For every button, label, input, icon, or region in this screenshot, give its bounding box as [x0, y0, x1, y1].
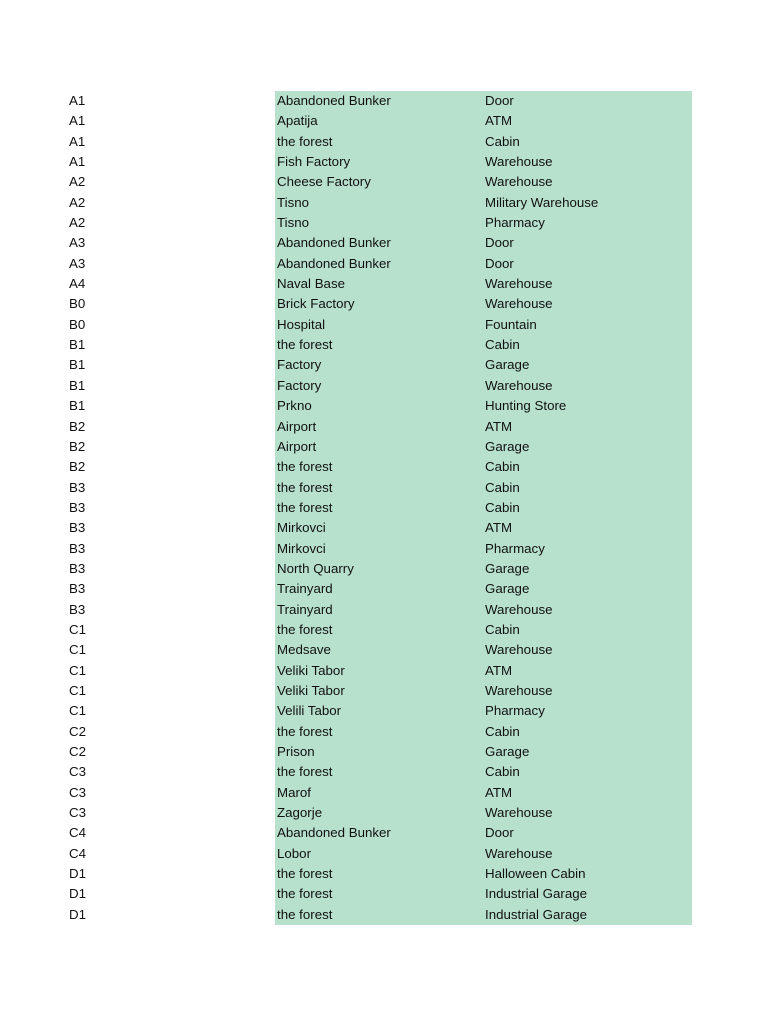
grid-cell[interactable]: C1 [69, 703, 86, 719]
location-cell[interactable]: Mirkovci [277, 540, 326, 556]
building-cell[interactable]: Cabin [485, 499, 520, 515]
building-cell[interactable]: Cabin [485, 133, 520, 149]
building-cell[interactable]: Cabin [485, 337, 520, 353]
table-row [0, 498, 768, 518]
building-cell[interactable]: Garage [485, 744, 530, 759]
grid-cell[interactable]: C2 [69, 723, 86, 739]
building-cell[interactable]: Halloween Cabin [485, 866, 586, 882]
table-row [0, 518, 768, 538]
building-cell[interactable]: Warehouse [485, 174, 553, 190]
location-cell[interactable]: Zagorje [277, 805, 323, 821]
location-cell[interactable]: the forest [277, 621, 333, 637]
grid-cell[interactable]: D1 [69, 906, 86, 922]
table-row [0, 640, 768, 660]
location-cell[interactable]: North Quarry [277, 560, 354, 576]
location-cell[interactable]: Tisno [277, 194, 310, 210]
building-cell[interactable]: Hunting Store [485, 398, 567, 414]
table-row [0, 701, 768, 721]
table-row [0, 355, 768, 375]
grid-cell[interactable]: A3 [69, 255, 86, 271]
location-cell[interactable]: Tisno [277, 215, 310, 231]
location-cell[interactable]: Airport [277, 438, 317, 454]
grid-cell[interactable]: B2 [69, 459, 86, 475]
building-cell[interactable]: Warehouse [485, 296, 553, 312]
table-row [0, 620, 768, 640]
table-row [0, 478, 768, 498]
location-cell[interactable]: Apatija [277, 113, 318, 129]
location-cell[interactable]: the forest [277, 764, 333, 780]
grid-cell[interactable]: D1 [69, 866, 86, 882]
grid-cell[interactable]: C1 [69, 621, 86, 637]
location-cell[interactable]: Factory [277, 357, 322, 373]
building-cell[interactable]: Door [485, 255, 514, 271]
grid-cell[interactable]: A1 [69, 93, 86, 108]
location-cell[interactable]: Naval Base [277, 276, 345, 292]
location-cell[interactable]: the forest [277, 499, 333, 515]
grid-cell[interactable]: B3 [69, 499, 86, 515]
grid-cell[interactable]: C1 [69, 642, 86, 658]
grid-cell[interactable]: A4 [69, 276, 86, 292]
location-cell[interactable]: Lobor [277, 845, 312, 861]
table-row [0, 335, 768, 355]
location-cell[interactable]: the forest [277, 886, 333, 902]
grid-cell[interactable]: C3 [69, 764, 86, 780]
grid-cell[interactable]: A1 [69, 113, 86, 129]
building-cell[interactable]: Warehouse [485, 642, 553, 658]
building-cell[interactable]: Warehouse [485, 845, 553, 861]
table-row [0, 274, 768, 294]
building-cell[interactable]: ATM [485, 662, 513, 678]
spreadsheet-table [0, 91, 768, 925]
table-row [0, 864, 768, 884]
grid-cell[interactable]: B0 [69, 296, 86, 312]
table-row [0, 539, 768, 559]
grid-cell[interactable]: B3 [69, 601, 86, 617]
table-row [0, 762, 768, 782]
grid-cell[interactable]: B3 [69, 520, 86, 536]
building-cell[interactable]: Door [485, 235, 514, 251]
table-row [0, 600, 768, 620]
building-cell[interactable]: Industrial Garage [485, 886, 587, 902]
grid-cell[interactable]: C3 [69, 805, 86, 821]
grid-cell[interactable]: C1 [69, 682, 86, 698]
building-cell[interactable]: Garage [485, 357, 530, 373]
location-cell[interactable]: Marof [277, 784, 311, 800]
building-cell[interactable]: Cabin [485, 621, 520, 637]
table-row [0, 823, 768, 843]
building-cell[interactable]: ATM [485, 418, 513, 434]
grid-cell[interactable]: B3 [69, 581, 86, 597]
grid-cell[interactable]: C3 [69, 784, 86, 800]
grid-cell[interactable]: A1 [69, 154, 86, 170]
grid-cell[interactable]: B1 [69, 337, 86, 353]
location-cell[interactable]: Prison [277, 744, 315, 759]
table-row [0, 213, 768, 233]
building-cell[interactable]: Warehouse [485, 276, 553, 292]
location-cell[interactable]: the forest [277, 337, 333, 353]
grid-cell[interactable]: B2 [69, 438, 86, 454]
building-cell[interactable]: Cabin [485, 459, 520, 475]
location-cell[interactable]: Mirkovci [277, 520, 326, 536]
grid-cell[interactable]: A2 [69, 215, 86, 231]
building-cell[interactable]: Garage [485, 438, 530, 454]
location-cell[interactable]: the forest [277, 479, 333, 495]
table-row [0, 91, 768, 111]
building-cell[interactable]: ATM [485, 520, 513, 536]
location-cell[interactable]: Abandoned Bunker [277, 235, 391, 251]
building-cell[interactable]: Pharmacy [485, 540, 545, 556]
table-row [0, 376, 768, 396]
grid-cell[interactable]: B1 [69, 377, 86, 393]
building-cell[interactable]: Garage [485, 581, 530, 597]
grid-cell[interactable]: C1 [69, 662, 86, 678]
grid-cell[interactable]: B3 [69, 540, 86, 556]
location-cell[interactable]: Hospital [277, 316, 326, 332]
location-cell[interactable]: the forest [277, 133, 333, 149]
grid-cell[interactable]: C4 [69, 845, 86, 861]
location-cell[interactable]: Abandoned Bunker [277, 255, 391, 271]
location-cell[interactable]: Cheese Factory [277, 174, 371, 190]
location-cell[interactable]: Factory [277, 377, 322, 393]
grid-cell[interactable]: B0 [69, 316, 86, 332]
table-row [0, 844, 768, 864]
building-cell[interactable]: Industrial Garage [485, 906, 587, 922]
location-cell[interactable]: Airport [277, 418, 317, 434]
table-row [0, 172, 768, 192]
building-cell[interactable]: Cabin [485, 479, 520, 495]
table-row [0, 722, 768, 742]
grid-cell[interactable]: C2 [69, 744, 86, 759]
table-row [0, 294, 768, 314]
location-cell[interactable]: Trainyard [277, 581, 333, 597]
location-cell[interactable]: Abandoned Bunker [277, 93, 391, 108]
building-cell[interactable]: Garage [485, 560, 530, 576]
table-row [0, 783, 768, 803]
table-row [0, 437, 768, 457]
building-cell[interactable]: Warehouse [485, 682, 553, 698]
location-cell[interactable]: the forest [277, 459, 333, 475]
grid-cell[interactable]: A2 [69, 194, 86, 210]
table-row [0, 579, 768, 599]
location-cell[interactable]: Trainyard [277, 601, 333, 617]
location-cell[interactable]: the forest [277, 906, 333, 922]
table-row [0, 742, 768, 762]
location-cell[interactable]: Abandoned Bunker [277, 825, 391, 841]
building-cell[interactable]: Door [485, 825, 514, 841]
building-cell[interactable]: Pharmacy [485, 215, 545, 231]
table-row [0, 396, 768, 416]
location-cell[interactable]: Velili Tabor [277, 703, 342, 719]
table-row [0, 559, 768, 579]
table-row [0, 681, 768, 701]
table-row [0, 661, 768, 681]
grid-cell[interactable]: B3 [69, 479, 86, 495]
building-cell[interactable]: Fountain [485, 316, 537, 332]
building-cell[interactable]: Door [485, 93, 514, 108]
location-cell[interactable]: Medsave [277, 642, 331, 658]
building-cell[interactable]: ATM [485, 113, 513, 129]
building-cell[interactable]: Warehouse [485, 377, 553, 393]
building-cell[interactable]: Cabin [485, 764, 520, 780]
table-row [0, 884, 768, 904]
grid-cell[interactable]: C4 [69, 825, 86, 841]
location-cell[interactable]: Veliki Tabor [277, 682, 345, 698]
location-cell[interactable]: the forest [277, 866, 333, 882]
grid-cell[interactable]: B1 [69, 357, 86, 373]
grid-cell[interactable]: B3 [69, 560, 86, 576]
table-row [0, 417, 768, 437]
building-cell[interactable]: Cabin [485, 723, 520, 739]
grid-cell[interactable]: A3 [69, 235, 86, 251]
location-cell[interactable]: Prkno [277, 398, 312, 414]
table-row [0, 132, 768, 152]
table-row [0, 193, 768, 213]
location-cell[interactable]: the forest [277, 723, 333, 739]
building-cell[interactable]: Warehouse [485, 805, 553, 821]
building-cell[interactable]: Warehouse [485, 154, 553, 170]
grid-cell[interactable]: B1 [69, 398, 86, 414]
grid-cell[interactable]: A1 [69, 133, 86, 149]
location-cell[interactable]: Brick Factory [277, 296, 355, 312]
table-row [0, 905, 768, 925]
grid-cell[interactable]: A2 [69, 174, 86, 190]
table-row [0, 457, 768, 477]
table-row [0, 315, 768, 335]
grid-cell[interactable]: B2 [69, 418, 86, 434]
building-cell[interactable]: ATM [485, 784, 513, 800]
grid-cell[interactable]: D1 [69, 886, 86, 902]
building-cell[interactable]: Military Warehouse [485, 194, 599, 210]
table-row [0, 233, 768, 253]
location-cell[interactable]: Fish Factory [277, 154, 351, 170]
table-row [0, 152, 768, 172]
building-cell[interactable]: Warehouse [485, 601, 553, 617]
building-cell[interactable]: Pharmacy [485, 703, 545, 719]
location-cell[interactable]: Veliki Tabor [277, 662, 345, 678]
table-row [0, 803, 768, 823]
table-row [0, 254, 768, 274]
table-row [0, 111, 768, 131]
